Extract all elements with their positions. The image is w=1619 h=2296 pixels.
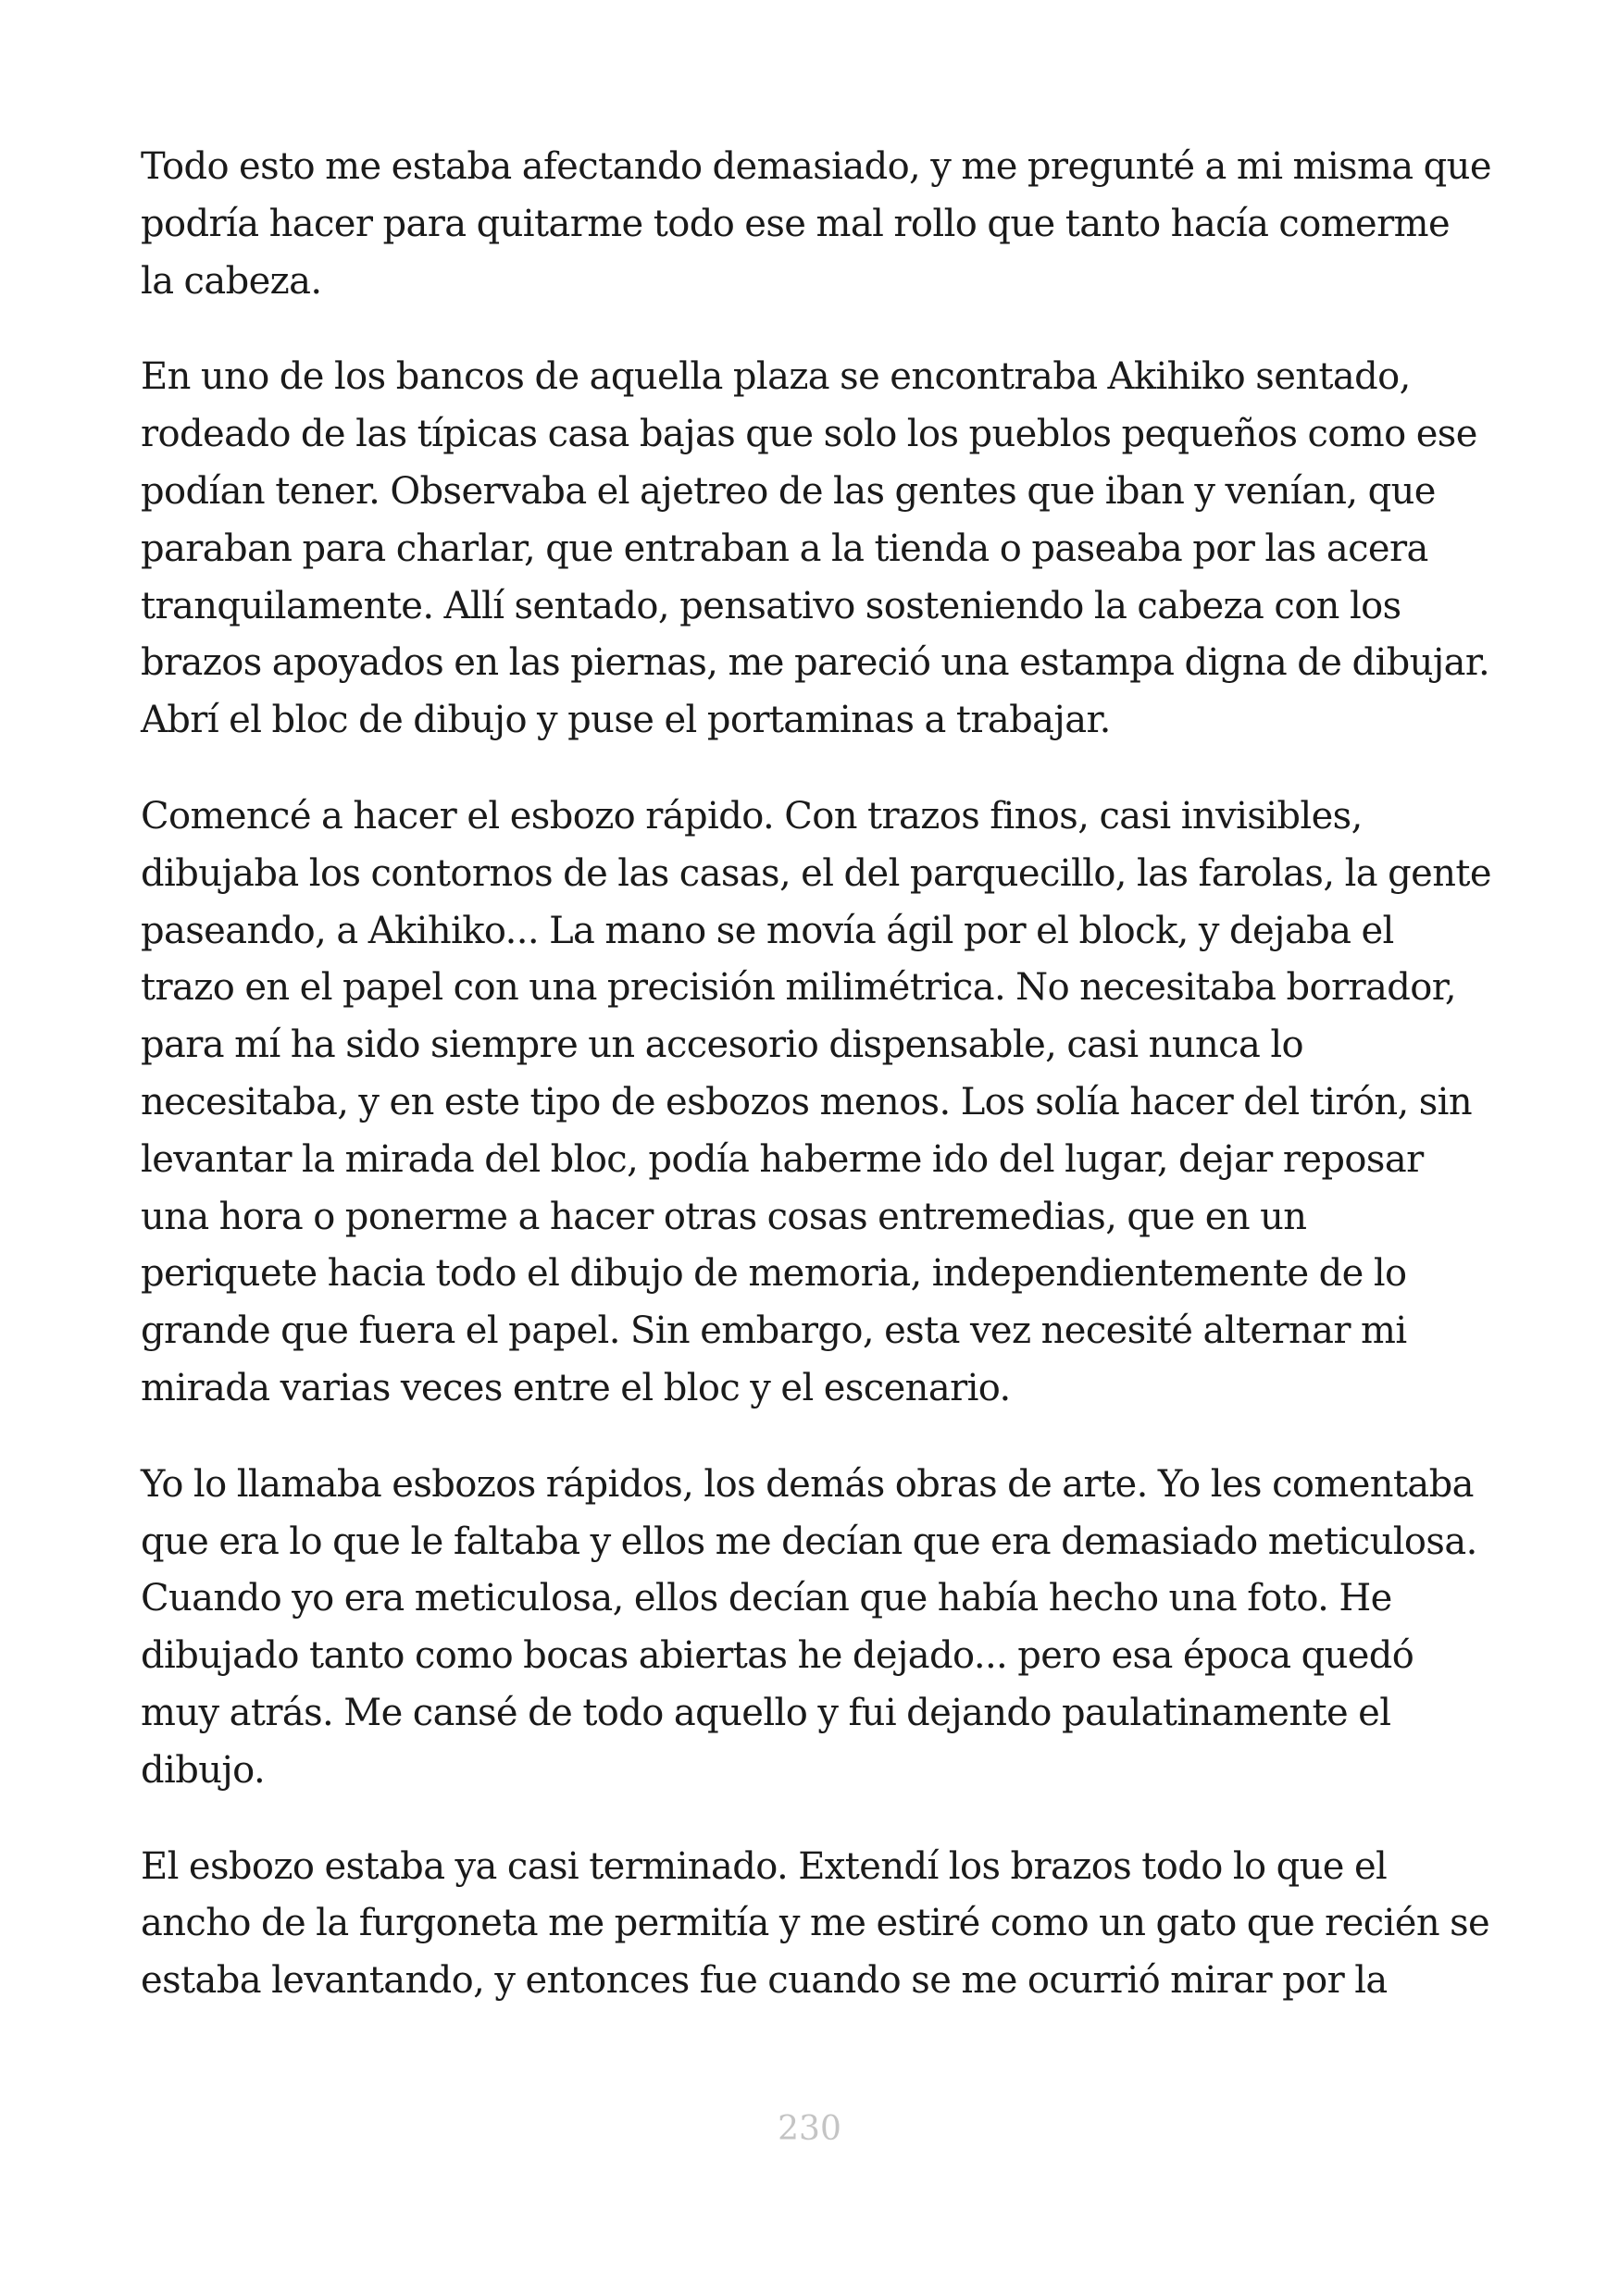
paragraph: Yo lo llamaba esbozos rápidos, los demás obras de arte. Yo les comentaba que era lo que le faltaba y ellos me decían que era demasiado meticulosa. Cuando yo era meticulosa, ellos decían que había hecho una foto. He dibujado tanto como bocas abiertas he dejado... pero esa época quedó muy atrás. Me cansé de todo aquello y fui dejando paulatinamente el dibujo. bbox=[141, 1462, 1477, 1792]
page-number: 230 bbox=[778, 2110, 841, 2148]
paragraph: En uno de los bancos de aquella plaza se encontraba Akihiko sentado, rodeado de las típicas casa bajas que solo los pueblos pequeños como ese podían tener. Observaba el ajetreo de las gentes que iban y venían, que paraban para charlar, que entraban a la tienda o paseaba por las acera tranquilamente. Allí sentado, pensativo sosteniendo la cabeza con los brazos apoyados en las piernas, me pareció una estampa digna de dibujar. Abrí el bloc de dibujo y puse el portaminas a trabajar. bbox=[141, 355, 1490, 742]
paragraph: Comencé a hacer el esbozo rápido. Con trazos finos, casi invisibles, dibujaba los contornos de las casas, el del parquecillo, las farolas, la gente paseando, a Akihiko... La mano se movía ágil por el block, y dejaba el trazo en el papel con una precisión milimétrica. No necesitaba borrador, para mí ha sido siempre un accesorio dispensable, casi nunca lo necesitaba, y en este tipo de esbozos menos. Los solía hacer del tirón, sin levantar la mirada del bloc, podía haberme ido del lugar, dejar reposar una hora o ponerme a hacer otras cosas entremedias, que en un periquete hacia todo el dibujo de memoria, independientemente de lo grande que fuera el papel. Sin embargo, esta vez necesité alternar mi mirada varias veces entre el bloc y el escenario. bbox=[141, 794, 1491, 1409]
paragraph: El esbozo estaba ya casi terminado. Extendí los brazos todo lo que el ancho de la furgoneta me permitía y me estiré como un gato que recién se estaba levantando, y entonces fue cuando se me ocurrió mirar por la bbox=[141, 1844, 1490, 2003]
page-body-text bbox=[141, 139, 1492, 2049]
paragraph: Todo esto me estaba afectando demasiado, y me pregunté a mi misma que podría hacer para quitarme todo ese mal rollo que tanto hacía comerme la cabeza. bbox=[141, 145, 1491, 303]
